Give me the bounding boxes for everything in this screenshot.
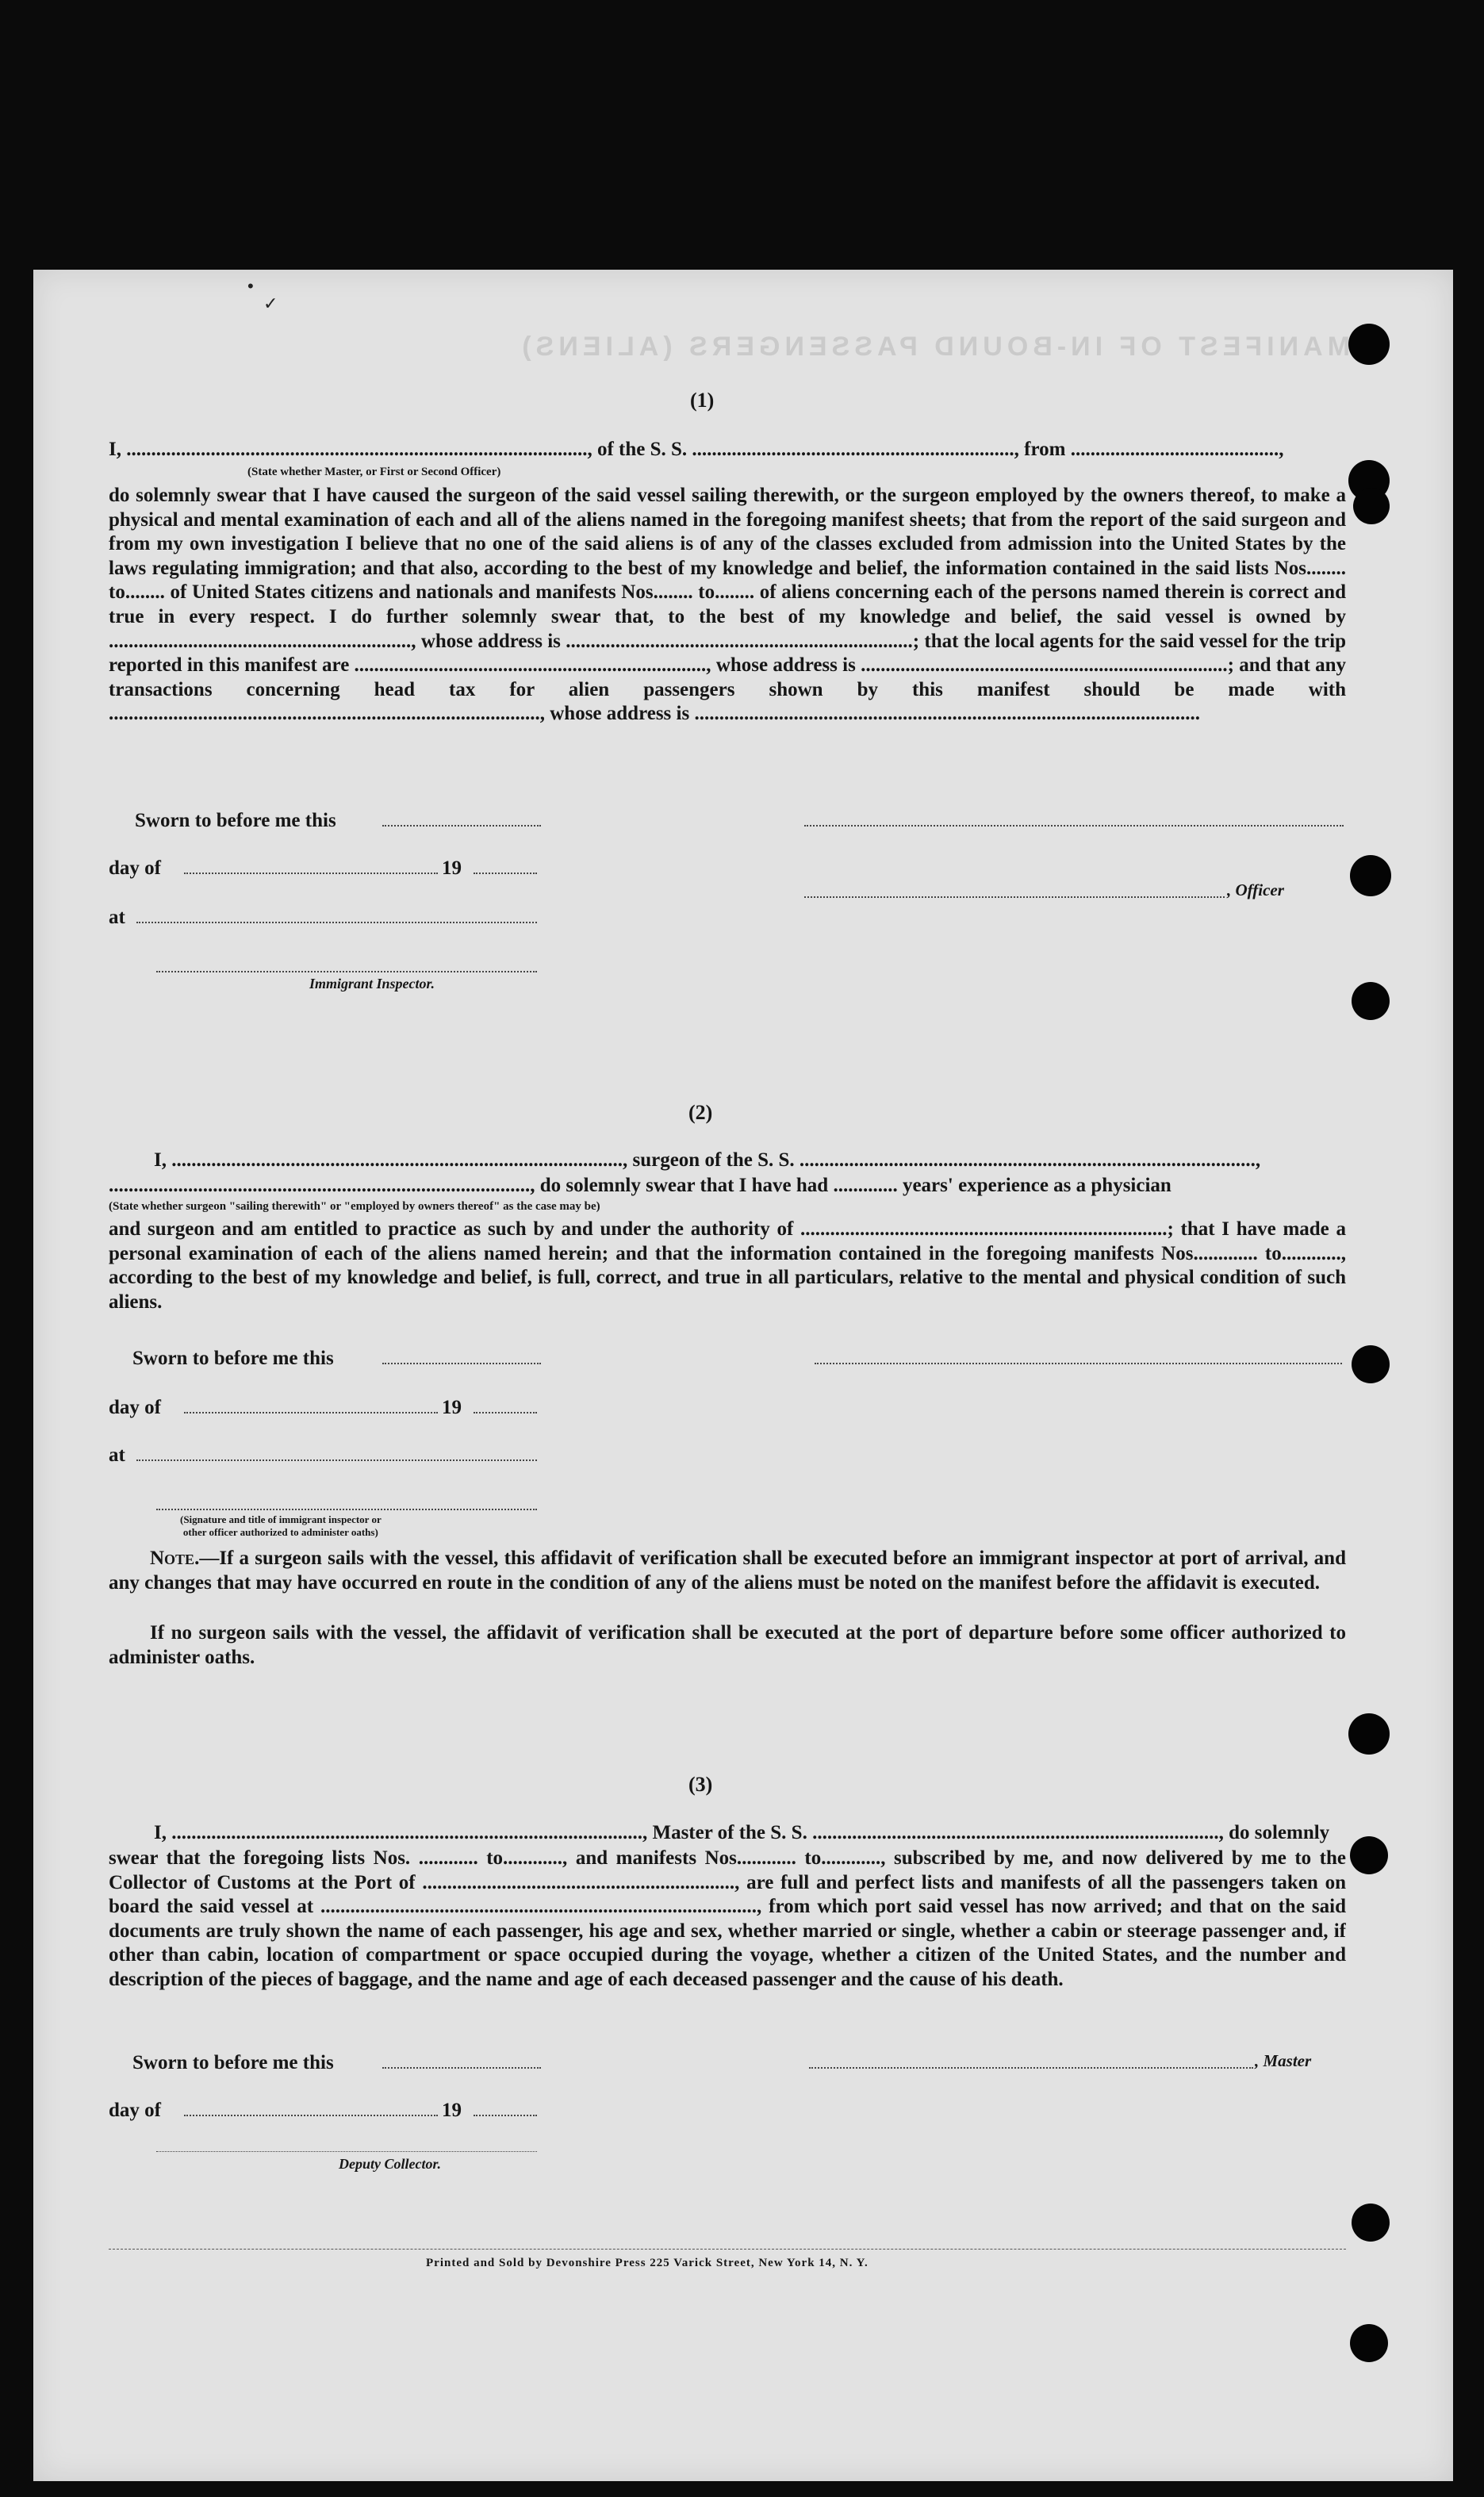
- section-1-inspector-label: Immigrant Inspector.: [309, 976, 435, 992]
- punch-hole-3: [1353, 488, 1390, 524]
- section-1-number: (1): [690, 389, 715, 412]
- section-2-caption: (State whether surgeon "sailing therewith" or "employed by owners thereof" as the case may be): [109, 1200, 600, 1213]
- section-3-line1: I, ..............................................................................................., Master of the S. S. .................................................................................., do solemnly: [154, 1822, 1330, 1843]
- bleed-through-text: MANIFEST OF IN-BOUND PASSENGERS (ALIENS): [517, 332, 1350, 362]
- punch-hole-7: [1348, 1713, 1390, 1755]
- footer-rule: [109, 2249, 1346, 2250]
- section-1-year-line: [474, 873, 537, 874]
- section-2-at-line: [136, 1459, 537, 1461]
- section-2-year: 19: [442, 1397, 462, 1418]
- footer-printer-note: Printed and Sold by Devonshire Press 225 Varick Street, New York 14, N. Y.: [426, 2257, 869, 2269]
- section-2-sig-caption-line: [156, 1509, 537, 1510]
- section-3-sworn-line: [382, 2067, 541, 2069]
- document-sheet: [33, 270, 1453, 2481]
- section-1-day-label: day of: [109, 857, 161, 879]
- section-3-number: (3): [688, 1773, 713, 1796]
- section-1-sworn-label: Sworn to before me this: [135, 810, 336, 831]
- punch-hole-4: [1350, 855, 1391, 896]
- section-1-body: do solemnly swear that I have caused the surgeon of the said vessel sailing therewith, or the surgeon employed by the owners thereof, to make a physical and mental examination of each and all of the aliens named in the foregoing manifest sheets; that from the report of the said surgeon and from my own investigation I believe that no one of the said aliens is of any of the classes excluded from admission into the United States by the laws regulating immigration; and that also, according to the best of my knowledge and belief, the information contained in the said lists Nos........ to........ of United States citizens and nationals and manifests Nos........ to........ of aliens concerning each of the persons named therein is correct and true in every respect. I do further solemnly swear that, to the best of my knowledge and belief, the said vessel is owned by ............................................................., whose address is ......................................................................; that the local agents for the said vessel for the trip reported in this manifest are ......................................................................., whose address is ..........................................................................; and that any transactions concerning head tax for alien passengers shown by this manifest should be made with ......................................................................................., whose address is ......................................................................................................: [109, 485, 1346, 725]
- section-3-deputy-label: Deputy Collector.: [339, 2156, 441, 2172]
- top-tick-mark: ✓: [263, 293, 278, 313]
- section-2-note-label: Note.: [150, 1548, 200, 1569]
- section-2-sig-line: [815, 1363, 1342, 1364]
- section-3-year-line: [474, 2115, 537, 2116]
- section-3-sworn-label: Sworn to before me this: [132, 2052, 334, 2073]
- section-2-note: [109, 1547, 1346, 1621]
- punch-hole-6: [1352, 1345, 1390, 1383]
- section-1-at-label: at: [109, 907, 125, 928]
- punch-hole-10: [1350, 2324, 1388, 2362]
- section-3-master-line: [809, 2067, 1253, 2069]
- section-2-line1: I, ..........................................................................................., surgeon of the S. S. ............................................................................................,: [154, 1149, 1261, 1171]
- section-2-line2: ....................................................................................., do solemnly swear that I have had ............. years' experience as a physician: [109, 1175, 1171, 1196]
- punch-hole-1: [1348, 324, 1390, 365]
- section-3-body: swear that the foregoing lists Nos. ............ to............, and manifests Nos............ to............, subscribed by me, and now delivered by me to the Collector of Customs at the Port of ..............................................................., are full and perfect lists and manifests of all the passengers taken on board the said vessel at ........................................................................................, from which port said vessel has now arrived; and that on the said documents are truly shown the name of each passenger, his age and sex, whether married or single, whether a cabin or steerage passenger and, if other than cabin, location of compartment or space occupied during the voyage, whether a citizen of the United States, and the number and description of the pieces of baggage, and the name and age of each deceased passenger and the cause of his death.: [109, 1847, 1346, 1990]
- section-2-body: and surgeon and am entitled to practice as such by and under the authority of ..........................................................................; that I have made a personal examination of each of the aliens named herein; and that the information contained in the foregoing manifests Nos............. to............, according to the best of my knowledge and belief, is full, correct, and true in all particulars, relative to the mental and physical condition of such aliens.: [109, 1218, 1346, 1313]
- section-2-note-text: —If a surgeon sails with the vessel, this affidavit of verification shall be executed before an immigrant inspector at port of arrival, and any changes that may have occurred en route in the condition of any of the aliens must be noted on the manifest before the affidavit is executed.: [109, 1548, 1346, 1594]
- section-2-number: (2): [688, 1101, 713, 1124]
- section-1-officer-sig-line-top: [804, 825, 1344, 827]
- punch-hole-9: [1352, 2204, 1390, 2242]
- section-3-master-label: , Master: [1255, 2051, 1312, 2070]
- section-3-day-label: day of: [109, 2100, 161, 2121]
- section-1-at-line: [136, 922, 537, 923]
- section-3-year: 19: [442, 2100, 462, 2121]
- section-1-officer-line: [804, 896, 1225, 898]
- section-2-day-line: [184, 1412, 438, 1413]
- top-dot-mark: •: [247, 276, 254, 296]
- section-2-sworn-label: Sworn to before me this: [132, 1348, 334, 1369]
- section-1-sworn-line: [382, 825, 541, 827]
- section-1-line1: I, ............................................................................................., of the S. S. ................................................................., from ..........................................,: [109, 439, 1284, 460]
- section-2-day-label: day of: [109, 1397, 161, 1418]
- section-1-day-line: [184, 873, 438, 874]
- section-1-caption: (State whether Master, or First or Second Officer): [247, 466, 501, 478]
- section-1-year: 19: [442, 857, 462, 879]
- section-3-deputy-line: [156, 2151, 537, 2152]
- section-1-officer-label: , Officer: [1227, 880, 1284, 899]
- section-3-day-line: [184, 2115, 438, 2116]
- section-2-at-label: at: [109, 1444, 125, 1466]
- punch-hole-5: [1352, 982, 1390, 1020]
- section-1-inspector-line: [156, 971, 537, 972]
- section-2-note2: If no surgeon sails with the vessel, the affidavit of verification shall be executed at the port of departure before some officer authorized to administer oaths.: [109, 1622, 1346, 1668]
- punch-hole-8: [1350, 1836, 1388, 1874]
- section-2-sworn-line: [382, 1363, 541, 1364]
- section-2-sig-caption: (Signature and title of immigrant inspector or other officer authorized to administer oaths): [180, 1513, 382, 1538]
- section-2-year-line: [474, 1412, 537, 1413]
